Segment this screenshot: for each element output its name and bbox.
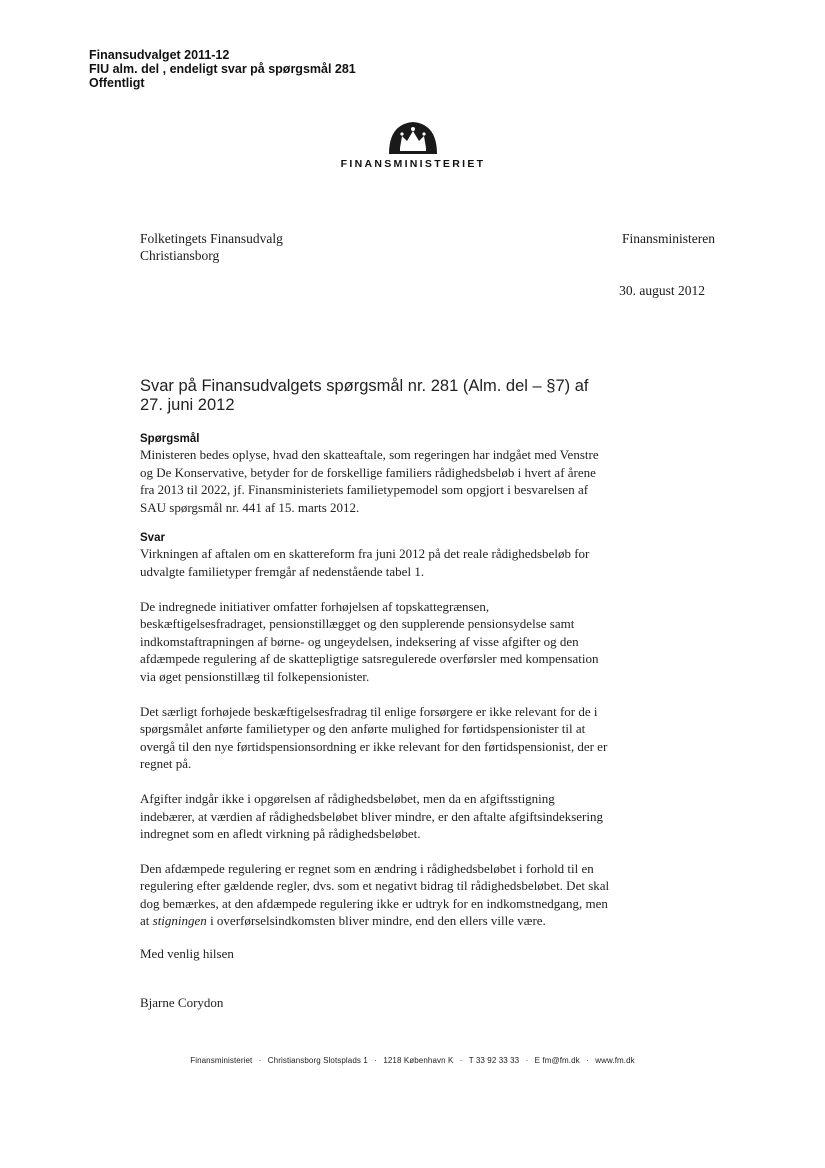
letter-footer [0, 1056, 825, 1065]
footer-separator: · [459, 1056, 463, 1065]
document-stamp [89, 48, 356, 90]
letter-date: 30. august 2012 [619, 283, 705, 298]
footer-separator: · [258, 1056, 262, 1065]
answer-paragraph-5-start: Den afdæmpede regulering er regnet som en ændring i rådighedsbeløbet i forhold til en regulering efter gældende regler, dvs. som et negativt bidrag til rådighedsbeløbet. Det skal dog bemærkes, at den afdæmpede regulering ikke er udtryk for en indkomstnedgang, men at [140, 860, 610, 929]
stamp-reference: FIU alm. del , endeligt svar på spørgsmål 281 [89, 62, 356, 76]
footer-city: 1218 København K [383, 1056, 454, 1065]
question-heading: Spørgsmål [140, 433, 200, 445]
answer-paragraph-5 [140, 860, 610, 930]
closing-greeting: Med venlig hilsen [140, 946, 234, 962]
signature-name: Bjarne Corydon [140, 995, 224, 1011]
footer-address: Christiansborg Slotsplads 1 [267, 1056, 368, 1065]
sender-title: Finansministeren [622, 231, 715, 246]
answer-paragraph-2: De indregnede initiativer omfatter forhøjelsen af topskattegrænsen, beskæftigelsesfradraget, pensionstillægget og den supplerende pensionsydelse samt indkomstaftrapningen af børne- og ungeydelsen, indeksering af visse afgifter og den afdæmpede regulering af de skattepligtige satsregulerede overførsler med kompensation via øget pensionstillæg til folkepensionister. [140, 598, 599, 684]
stamp-committee: Finansudvalget 2011-12 [89, 48, 230, 62]
recipient-location: Christiansborg [140, 248, 220, 263]
footer-phone: T 33 92 33 33 [468, 1056, 520, 1065]
footer-email: E fm@fm.dk [534, 1056, 580, 1065]
emphasis-word: stigningen [152, 913, 207, 929]
answer-paragraph-4: Afgifter indgår ikke i opgørelsen af rådighedsbeløbet, men da en afgiftsstigning indebærer, at værdien af rådighedsbeløbet bliver mindre, er den aftalte afgiftsindeksering indregnet som en afledt virkning på rådighedsbeløbet. [140, 790, 603, 842]
letter-subject: Svar på Finansudvalgets spørgsmål nr. 281 (Alm. del – §7) af 27. juni 2012 [140, 377, 589, 414]
ministry-name: FINANSMINISTERIET [340, 158, 486, 170]
footer-org: Finansministeriet [190, 1056, 253, 1065]
answer-paragraph-3: Det særligt forhøjede beskæftigelsesfradrag til enlige forsørgere er ikke relevant for de i spørgsmålet anførte familietyper og den anførte mulighed for førtidspensionister til at overgå til den nye førtidspensionsordning er ikke relevant for den førtidspensionist, der er regnet på. [140, 703, 608, 772]
footer-web: www.fm.dk [595, 1056, 635, 1065]
recipient-address [140, 230, 283, 264]
footer-separator: · [525, 1056, 529, 1065]
question-text: Ministeren bedes oplyse, hvad den skatteaftale, som regeringen har indgået med Venstre og De Konservative, betyder for de forskellige familiers rådighedsbeløb i hvert af årene fra 2013 til 2022, jf. Finansministeriets familietypemodel som opgjort i besvarelsen af SAU spørgsmål nr. 441 af 15. marts 2012. [140, 447, 599, 515]
recipient-name: Folketingets Finansudvalg [140, 231, 283, 246]
footer-separator: · [586, 1056, 589, 1065]
letter-body [140, 432, 610, 1011]
ministry-logo [333, 118, 493, 170]
answer-paragraph-1: Virkningen af aftalen om en skattereform fra juni 2012 på det reale rådighedsbeløb for udvalgte familietyper fremgår af nedenstående tabel 1. [140, 546, 590, 579]
stamp-status: Offentligt [89, 76, 145, 90]
footer-separator: · [374, 1056, 377, 1065]
answer-heading: Svar [140, 532, 165, 545]
crown-emblem-icon [386, 118, 440, 156]
answer-paragraph-5-end: i overførselsindkomsten bliver mindre, end den ellers ville være. [206, 913, 546, 929]
